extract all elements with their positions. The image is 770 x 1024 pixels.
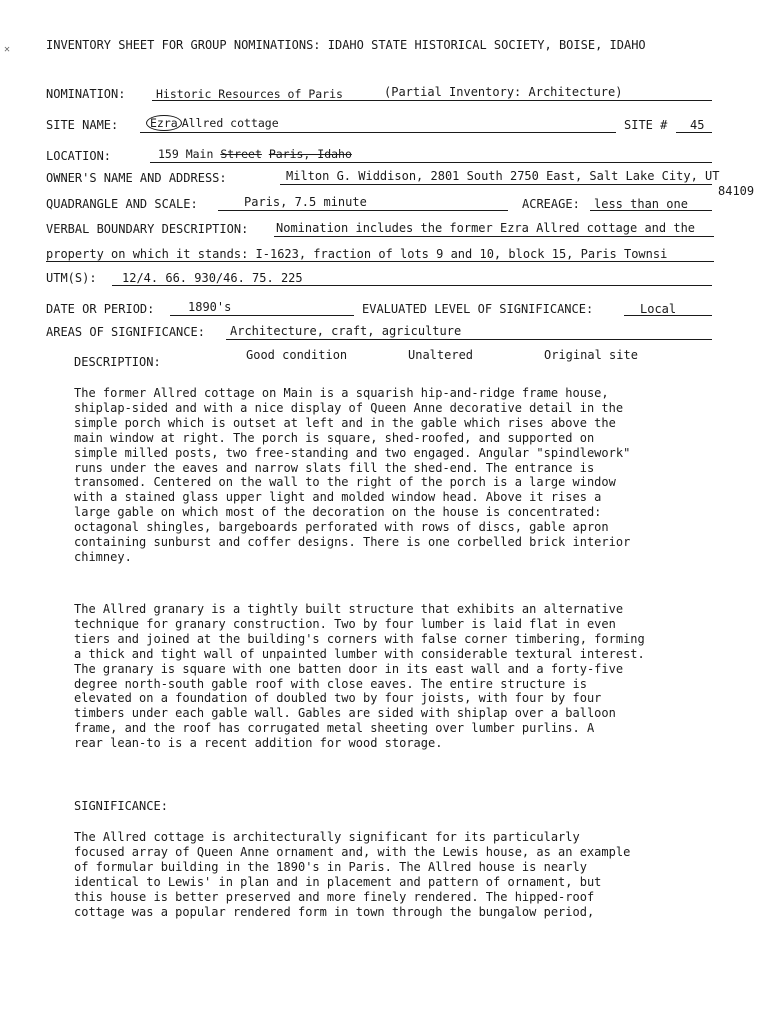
utm-value: 12/4. 66. 930/46. 75. 225: [122, 271, 303, 285]
location-value: [158, 147, 352, 161]
text-line: The granary is square with one batten door in its east wall and a forty-five: [74, 661, 624, 676]
nomination-rule: [152, 100, 712, 101]
location-number: 159 Main: [158, 147, 214, 161]
text-line: The former Allred cottage on Main is a squarish hip-and-ridge frame house,: [74, 386, 609, 400]
text-line: transomed. Centered on the wall to the right of the porch is a large window: [74, 475, 616, 490]
text-line: tiers and joined at the building's corners with false corner timbering, forming: [74, 631, 645, 646]
date-value: 1890's: [188, 300, 232, 314]
description-label: DESCRIPTION:: [74, 355, 161, 369]
text-line: focused array of Queen Anne ornament and, with the Lewis house, as an example: [74, 844, 631, 859]
text-line: shiplap-sided and with a nice display of Queen Anne decorative detail in the: [74, 400, 624, 415]
scan-mark: ✕: [4, 44, 11, 55]
description-paragraph-2: [74, 602, 694, 751]
owner-value: Milton G. Widdison, 2801 South 2750 East, Salt Lake City, UT: [286, 169, 720, 183]
site-status: Original site: [544, 348, 638, 362]
site-name-circled: Ezra: [146, 115, 182, 131]
acreage-value: less than one: [594, 197, 688, 211]
boundary-line1: Nomination includes the former Ezra Allred cottage and the: [276, 221, 696, 235]
text-line: octagonal shingles, bargeboards perforated with rows of discs, gable apron: [74, 520, 609, 535]
utm-label: UTM(S):: [46, 271, 97, 285]
text-line: technique for granary construction. Two by four lumber is laid flat in even: [74, 616, 616, 631]
nomination-label: NOMINATION:: [46, 87, 126, 101]
boundary-label: VERBAL BOUNDARY DESCRIPTION:: [46, 222, 249, 236]
areas-label: AREAS OF SIGNIFICANCE:: [46, 325, 205, 339]
date-label: DATE OR PERIOD:: [46, 302, 155, 316]
owner-zip: 84109: [718, 184, 755, 198]
site-name-label: SITE NAME:: [46, 118, 119, 132]
location-street: Street: [220, 147, 262, 161]
site-name-rule: [140, 132, 616, 133]
nomination-value: Historic Resources of Paris: [156, 87, 343, 101]
text-line: degree north-south gable roof with close eaves. The entire structure is: [74, 676, 587, 691]
text-line: simple porch which is outset at left and in the gable which rises above the: [74, 415, 616, 430]
significance-level: Local: [640, 302, 677, 316]
acreage-rule: [590, 210, 712, 211]
text-line: The Allred granary is a tightly built structure that exhibits an alternative: [74, 602, 624, 616]
boundary-line2: property on which it stands: I-1623, fraction of lots 9 and 10, block 15, Paris Townsi: [46, 247, 668, 261]
description-paragraph-1: [74, 386, 694, 565]
areas-value: Architecture, craft, agriculture: [230, 324, 462, 338]
utm-rule: [112, 285, 712, 286]
quad-rule: [218, 210, 508, 211]
text-line: rear lean-to is a recent addition for wood storage.: [74, 736, 443, 751]
site-number: 45: [690, 118, 705, 132]
significance-paragraph: [74, 830, 694, 919]
text-line: chimney.: [74, 549, 132, 564]
significance-level-label: EVALUATED LEVEL OF SIGNIFICANCE:: [362, 302, 594, 316]
sheet-header: INVENTORY SHEET FOR GROUP NOMINATIONS: IDAHO STATE HISTORICAL SOCIETY, BOISE, IDAHO: [46, 38, 646, 52]
text-line: The Allred cottage is architecturally significant for its particularly: [74, 830, 580, 844]
alteration: Unaltered: [408, 348, 474, 362]
areas-rule: [226, 339, 712, 340]
site-number-label: SITE #: [624, 118, 668, 132]
text-line: large gable on which most of the decoration on the house is concentrated:: [74, 505, 602, 520]
location-rule: [150, 162, 712, 163]
site-name-rest: Allred cottage: [181, 116, 279, 130]
text-line: of formular building in the 1890's in Paris. The Allred house is nearly: [74, 859, 587, 874]
quad-label: QUADRANGLE AND SCALE:: [46, 197, 198, 211]
location-label: LOCATION:: [46, 149, 112, 163]
location-city: Paris, Idaho: [268, 147, 352, 161]
boundary-rule1: [274, 236, 714, 237]
text-line: identical to Lewis' in plan and in placement and pattern of ornament, but: [74, 874, 602, 889]
text-line: timbers under each gable wall. Gables are sided with shiplap over a balloon: [74, 706, 616, 721]
text-line: main window at right. The porch is square, shed-roofed, and supported on: [74, 430, 595, 445]
nomination-note: (Partial Inventory: Architecture): [384, 85, 623, 99]
boundary-rule2: [46, 261, 714, 262]
owner-label: OWNER'S NAME AND ADDRESS:: [46, 171, 227, 185]
quad-value: Paris, 7.5 minute: [244, 195, 367, 209]
text-line: frame, and the roof has corrugated metal sheeting over lumber purlins. A: [74, 721, 595, 736]
significance-label: SIGNIFICANCE:: [74, 799, 168, 813]
text-line: a thick and tight wall of unpainted lumber with considerable textural interest.: [74, 646, 645, 661]
site-name-value: [146, 116, 279, 130]
acreage-label: ACREAGE:: [522, 197, 580, 211]
text-line: with a stained glass upper light and molded window head. Above it rises a: [74, 490, 602, 505]
owner-rule: [280, 184, 712, 185]
condition: Good condition: [246, 348, 348, 362]
text-line: elevated on a foundation of doubled two by four joists, with four by four: [74, 691, 602, 706]
significance-level-rule: [624, 315, 712, 316]
text-line: this house is better preserved and more finely rendered. The hipped-roof: [74, 889, 595, 904]
text-line: containing sunburst and coffer designs. There is one corbelled brick interior: [74, 535, 631, 550]
text-line: simple milled posts, two free-standing and two engaged. Angular "spindlework": [74, 445, 631, 460]
site-number-rule: [676, 132, 712, 133]
text-line: cottage was a popular rendered form in town through the bungalow period,: [74, 904, 595, 919]
text-line: runs under the eaves and narrow slats fill the shed-end. The entrance is: [74, 460, 595, 475]
date-rule: [170, 315, 354, 316]
